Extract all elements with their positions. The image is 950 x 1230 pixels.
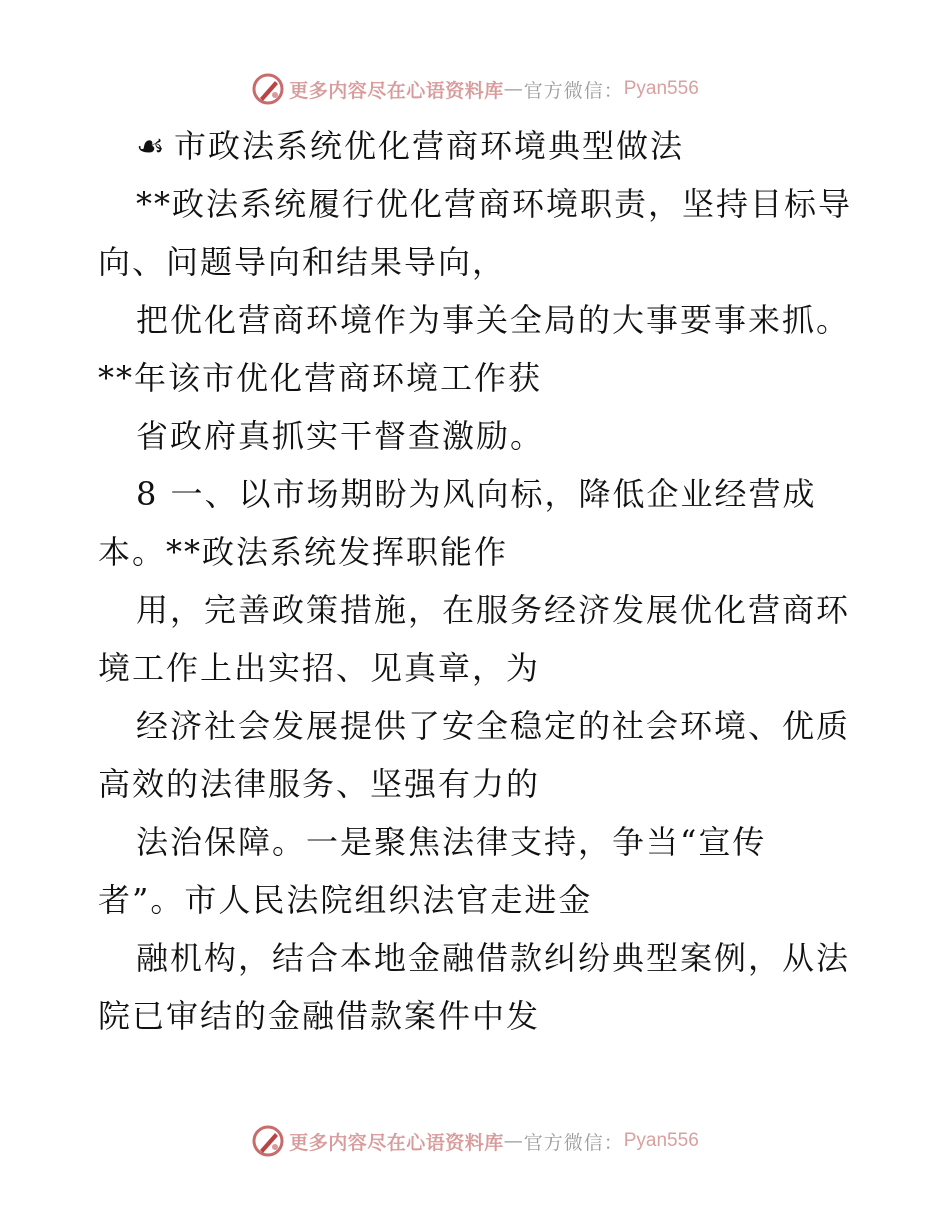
paragraph-line: 院已审结的金融借款案件中发 [98,997,541,1035]
paragraph-line: **政法系统履行优化营商环境职责，坚持目标导 [136,185,853,223]
paragraph-line: 法治保障。一是聚焦法律支持，争当“宣传 [136,823,767,861]
paragraph-line: 用，完善政策措施，在服务经济发展优化营商环 [136,591,851,629]
paragraph-line: 向、问题导向和结果导向， [98,243,507,281]
brand-logo-icon [251,72,285,106]
watermark-main-text: 更多内容尽在心语资料库 [289,1131,504,1154]
watermark-main-text: 更多内容尽在心语资料库 [289,79,504,102]
watermark-separator: — [503,1130,524,1152]
paragraph-line: 融机构，结合本地金融借款纠纷典型案例，从法 [136,939,851,977]
paragraph-line: 境工作上出实招、见真章，为 [98,649,541,687]
paragraph-line: 省政府真抓实干督查激励。 [136,417,545,455]
watermark-separator: — [503,78,524,100]
brand-logo-icon [251,1124,285,1158]
fleuron-icon: ☙ [136,127,167,165]
watermark-footer [0,1124,950,1158]
paragraph-line: 本。**政法系统发挥职能作 [98,533,509,571]
watermark-wechat-id: Pyan556 [623,78,699,99]
paragraph-line: 8 一、以市场期盼为风向标，降低企业经营成 [136,475,817,513]
watermark-contact-text: 官方微信： [523,79,624,102]
paragraph-line: 经济社会发展提供了安全稳定的社会环境、优质 [136,707,851,745]
document-title-text: 市政法系统优化营商环境典型做法 [174,127,685,165]
watermark-header [0,72,950,106]
paragraph-line: 把优化营商环境作为事关全局的大事要事来抓。 [136,301,851,339]
document-body [98,117,858,1045]
paragraph-line: 高效的法律服务、坚强有力的 [98,765,541,803]
watermark-wechat-id: Pyan556 [623,1130,699,1151]
paragraph-line: **年该市优化营商环境工作获 [98,359,543,397]
document-title [98,117,858,175]
watermark-contact-text: 官方微信： [523,1131,624,1154]
paragraph-line: 者”。市人民法院组织法官走进金 [98,881,593,919]
